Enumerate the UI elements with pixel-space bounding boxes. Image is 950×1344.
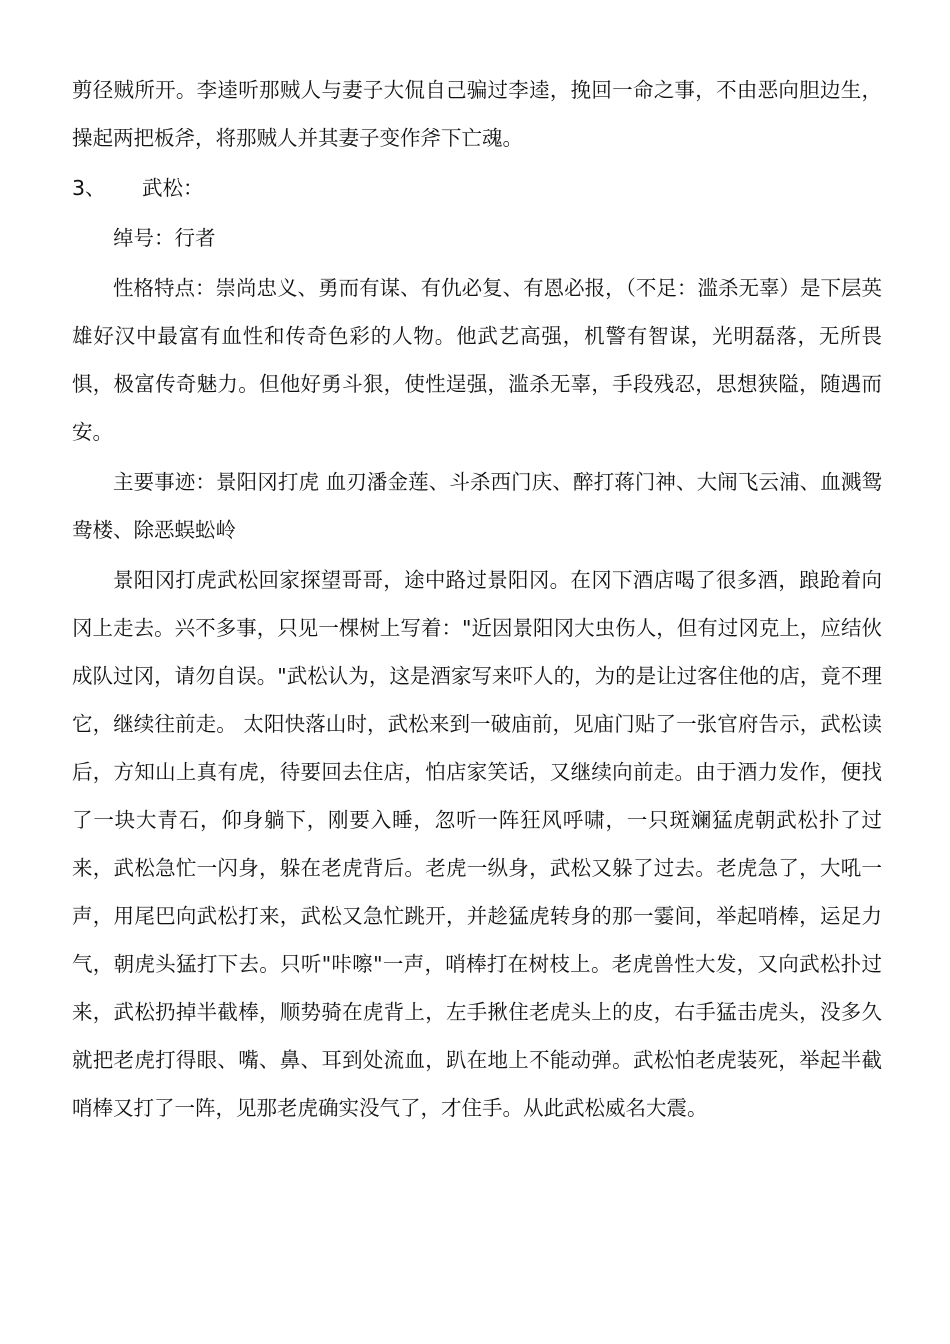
intro-paragraph: 剪径贼所开。李逵听那贼人与妻子大侃自己骗过李逵，挽回一命之事，不由恶向胆边生，操起两把板斧，将那贼人并其妻子变作斧下亡魂。 xyxy=(72,78,882,150)
section-title: 武松： xyxy=(142,176,204,200)
document-page xyxy=(72,66,882,1132)
nickname-line: 绰号：行者 xyxy=(113,226,216,250)
story-paragraph: 景阳冈打虎武松回家探望哥哥，途中路过景阳冈。在冈下酒店喝了很多酒，踉跄着向冈上走去。兴不多事，只见一棵树上写着："近因景阳冈大虫伤人，但有过冈克上，应结伙成队过冈，请勿自误。"武松认为，这是酒家写来吓人的，为的是让过客住他的店，竟不理它，继续往前走。 太阳快落山时，武松来到一破庙前，见庙门贴了一张官府告示，武松读后，方知山上真有虎，待要回去住店，怕店家笑话，又继续向前走。由于酒力发作，便找了一块大青石，仰身躺下，刚要入睡，忽听一阵狂风呼啸，一只斑斓猛虎朝武松扑了过来，武松急忙一闪身，躲在老虎背后。老虎一纵身，武松又躲了过去。老虎急了，大吼一声，用尾巴向武松打来，武松又急忙跳开，并趁猛虎转身的那一霎间，举起哨棒，运足力气，朝虎头猛打下去。只听"咔嚓"一声，哨棒打在树枝上。老虎兽性大发，又向武松扑过来，武松扔掉半截棒，顺势骑在虎背上，左手揪住老虎头上的皮，右手猛击虎头，没多久就把老虎打得眼、嘴、鼻、耳到处流血，趴在地上不能动弹。武松怕老虎装死，举起半截哨棒又打了一阵，见那老虎确实没气了，才住手。从此武松威名大震。 xyxy=(72,568,882,1120)
section-number: 3、 xyxy=(72,176,106,200)
personality-paragraph: 性格特点：崇尚忠义、勇而有谋、有仇必复、有恩必报，（不足：滥杀无辜）是下层英雄好汉中最富有血性和传奇色彩的人物。他武艺高强，机警有智谋，光明磊落，无所畏惧，极富传奇魅力。但他好勇斗狠，使性逞强，滥杀无辜，手段残忍，思想狭隘，随遇而安。 xyxy=(72,276,882,444)
deeds-paragraph: 主要事迹：景阳冈打虎 血刃潘金莲、斗杀西门庆、醉打蒋门神、大闹飞云浦、血溅鸳鸯楼、除恶蜈蚣岭 xyxy=(72,470,882,542)
section-heading xyxy=(72,164,882,212)
